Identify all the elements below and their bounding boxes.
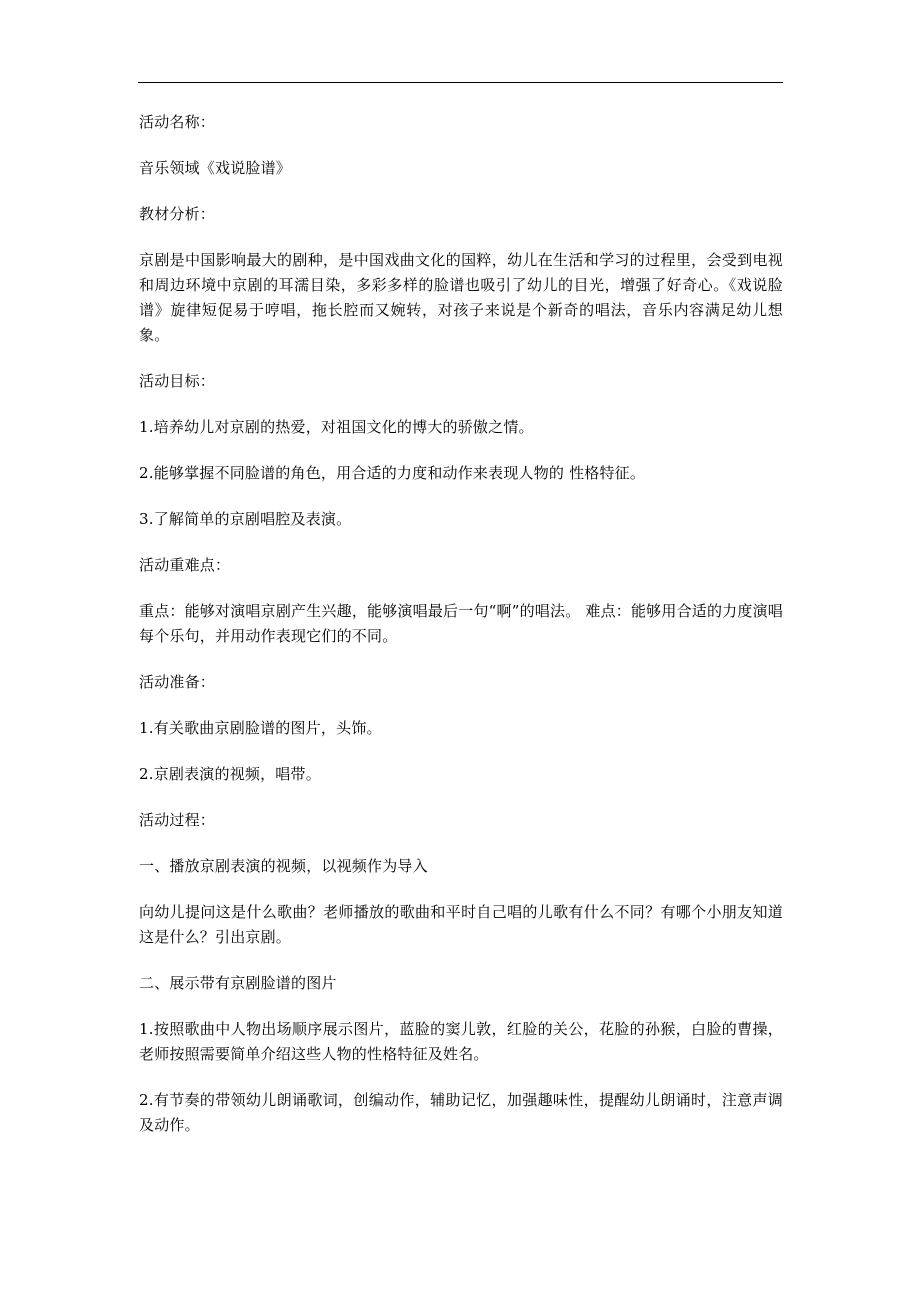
heading-preparation: 活动准备：: [139, 673, 216, 691]
goal-item-1: 1.培养幼儿对京剧的热爱，对祖国文化的博大的骄傲之情。: [139, 418, 534, 436]
material-analysis-text: 京剧是中国影响最大的剧种，是中国戏曲文化的国粹，幼儿在生活和学习的过程里，会受到电视和周边环境中京剧的耳濡目染，多彩多样的脸谱也吸引了幼儿的目光，增强了好奇心。《戏说脸谱》旋律短促易于哼唱，拖长腔而又婉转，对孩子来说是个新奇的唱法，音乐内容满足幼儿想象。: [139, 251, 783, 344]
heading-process: 活动过程：: [139, 811, 216, 829]
preparation-item-2: 2.京剧表演的视频，唱带。: [139, 765, 321, 783]
preparation-item-1: 1.有关歌曲京剧脸谱的图片，头饰。: [139, 719, 382, 737]
heading-key-points: 活动重难点：: [139, 556, 231, 574]
goal-item-3: 3.了解简单的京剧唱腔及表演。: [139, 510, 352, 528]
process-step-2-title: 二、展示带有京剧脸谱的图片: [139, 974, 337, 992]
goal-item-2: 2.能够掌握不同脸谱的角色，用合适的力度和动作来表现人物的 性格特征。: [139, 464, 646, 482]
process-step-1-text: 向幼儿提问这是什么歌曲？老师播放的歌曲和平时自己唱的儿歌有什么不同？有哪个小朋友知道这是什么？引出京剧。: [139, 903, 783, 946]
activity-name-value: 音乐领域《戏说脸谱》: [139, 159, 292, 177]
heading-material-analysis: 教材分析：: [139, 205, 216, 223]
process-step-2-item-1: 1.按照歌曲中人物出场顺序展示图片，蓝脸的窦儿敦，红脸的关公，花脸的孙猴，白脸的曹操，老师按照需要简单介绍这些人物的性格特征及姓名。: [139, 1020, 783, 1063]
document-body: [139, 110, 783, 1159]
heading-activity-goals: 活动目标：: [139, 372, 216, 390]
heading-activity-name: 活动名称：: [139, 113, 216, 131]
header-rule: [138, 82, 783, 83]
key-points-text: 重点：能够对演唱京剧产生兴趣，能够演唱最后一句“啊”的唱法。 难点：能够用合适的力度演唱每个乐句，并用动作表现它们的不同。: [139, 602, 783, 645]
process-step-2-item-2: 2.有节奏的带领幼儿朗诵歌词，创编动作，辅助记忆，加强趣味性，提醒幼儿朗诵时，注意声调及动作。: [139, 1091, 783, 1134]
process-step-1-title: 一、播放京剧表演的视频，以视频作为导入: [139, 857, 428, 875]
